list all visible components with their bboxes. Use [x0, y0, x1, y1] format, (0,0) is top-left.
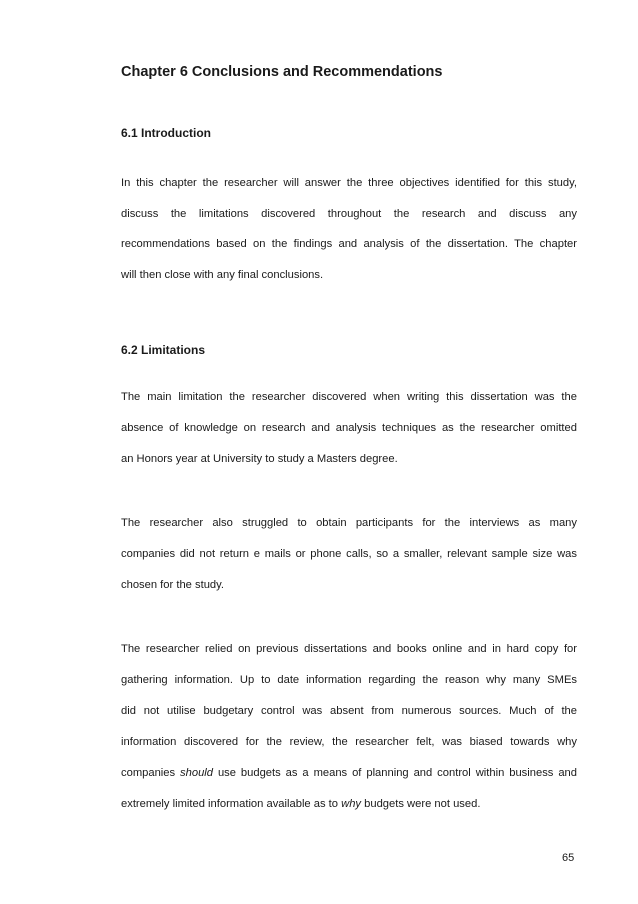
paragraph-line: did not utilise budgetary control was absent from numerous sources. Much of the: [121, 705, 577, 717]
paragraph-line: [121, 766, 577, 780]
paragraph-line: absence of knowledge on research and analysis techniques as the researcher omitted: [121, 422, 577, 434]
text-run: extremely limited information available as to: [121, 798, 342, 810]
section-heading-introduction: 6.1 Introduction: [121, 126, 211, 140]
paragraph-line: gathering information. Up to date information regarding the reason why many SMEs: [121, 674, 577, 686]
text-run: budgets were not used.: [361, 798, 481, 810]
text-run: use budgets as a means of planning and control within business and: [213, 767, 577, 779]
paragraph-line: The researcher also struggled to obtain participants for the interviews as many: [121, 517, 577, 529]
paragraph-line: recommendations based on the findings and analysis of the dissertation. The chapter: [121, 238, 577, 250]
chapter-title: Chapter 6 Conclusions and Recommendations: [121, 64, 443, 80]
paragraph-line: an Honors year at University to study a Masters degree.: [121, 453, 398, 465]
paragraph-line: chosen for the study.: [121, 579, 225, 591]
emphasis-why: why: [341, 798, 362, 810]
paragraph-line: The main limitation the researcher discovered when writing this dissertation was the: [121, 391, 577, 403]
paragraph-line: The researcher relied on previous dissertations and books online and in hard copy for: [121, 643, 577, 655]
page-number: 65: [562, 852, 575, 864]
paragraph-line: discuss the limitations discovered throughout the research and discuss any: [121, 208, 577, 220]
text-run: companies: [121, 767, 181, 779]
emphasis-should: should: [180, 767, 214, 779]
paragraph-line: will then close with any final conclusions.: [121, 269, 324, 281]
paragraph-line: information discovered for the review, the researcher felt, was biased towards why: [121, 736, 577, 748]
paragraph-line: In this chapter the researcher will answer the three objectives identified for this study,: [121, 177, 577, 189]
paragraph-line: [121, 797, 577, 811]
section-heading-limitations: 6.2 Limitations: [121, 343, 206, 357]
paragraph-line: companies did not return e mails or phone calls, so a smaller, relevant sample size was: [121, 548, 577, 560]
